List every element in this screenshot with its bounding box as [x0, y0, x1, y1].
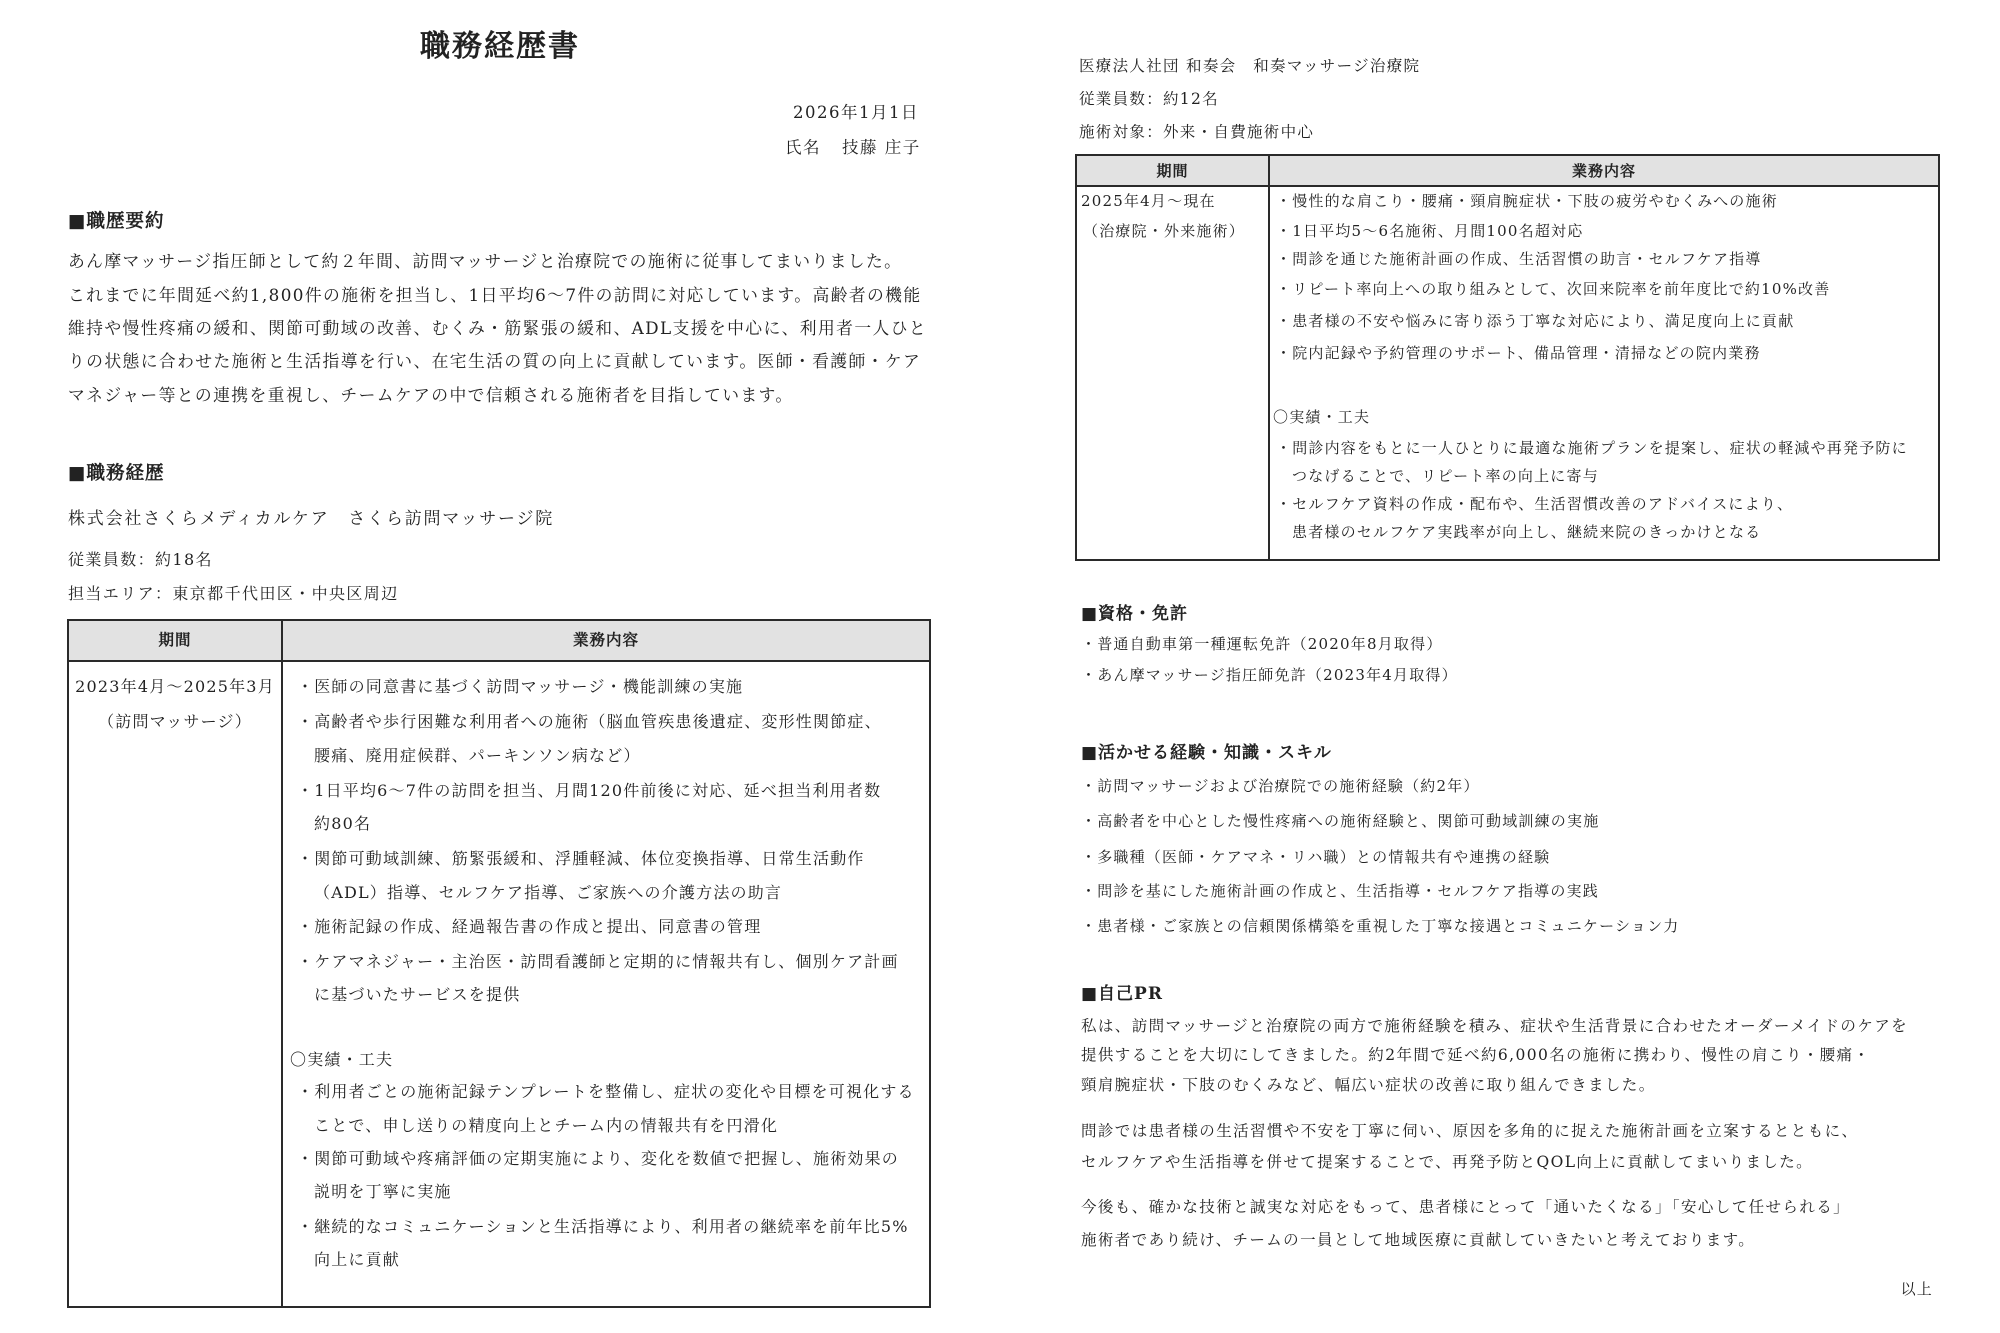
skill-item: ・訪問マッサージおよび治療院での施術経験（約2年） [1081, 777, 1480, 795]
duty-line: ・院内記録や予約管理のサポート、備品管理・清掃などの院内業務 [1276, 344, 1761, 362]
achievement-line: ・問診内容をもとに一人ひとりに最適な施術プランを提案し、症状の軽減や再発予防に [1276, 439, 1908, 457]
section-heading-summary: ■職歴要約 [68, 211, 165, 232]
achievement-line: 患者様のセルフケア実践率が向上し、継続来院のきっかけとなる [1292, 523, 1762, 541]
summary-line: マネジャー等との連携を重視し、チームケアの中で信頼される施術者を目指しています。 [68, 385, 794, 405]
employee-count: 従業員数：約12名 [1079, 90, 1219, 108]
achievement-line: ・セルフケア資料の作成・配布や、生活習慣改善のアドバイスにより、 [1276, 495, 1794, 513]
skill-item: ・高齢者を中心とした慢性疼痛への施術経験と、関節可動域訓練の実施 [1081, 812, 1600, 830]
closing-text: 以上 [1900, 1280, 1933, 1298]
name-label: 氏名 [785, 138, 821, 157]
period-line: （治療院・外来施術） [1083, 222, 1246, 240]
section-heading-history: ■職務経歴 [68, 463, 165, 484]
achievements-heading: 〇実績・工夫 [1273, 408, 1371, 426]
summary-line: 維持や慢性疼痛の緩和、関節可動域の改善、むくみ・筋緊張の緩和、ADL支援を中心に、利用者一人ひと [68, 318, 928, 338]
duty-line: 腰痛、廃用症候群、パーキンソン病など） [314, 746, 641, 765]
pr-line: 今後も、確かな技術と誠実な対応をもって、患者様にとって「通いたくなる」「安心して任せられる」 [1081, 1198, 1851, 1216]
duty-line: ・医師の同意書に基づく訪問マッサージ・機能訓練の実施 [297, 677, 744, 696]
history-table [1075, 154, 1940, 561]
duty-line: ・患者様の不安や悩みに寄り添う丁寧な対応により、満足度向上に貢献 [1276, 312, 1795, 330]
duty-line: ・高齢者や歩行困難な利用者への施術（脳血管疾患後遺症、変形性関節症、 [297, 712, 882, 731]
license-item: ・あん摩マッサージ指圧師免許（2023年4月取得） [1081, 666, 1458, 684]
document-title: 職務経歴書 [420, 29, 580, 64]
summary-line: これまでに年間延べ約1,800件の施術を担当し、1日平均6～7件の訪問に対応しています。高齢者の機能 [68, 285, 922, 305]
summary-line: あん摩マッサージ指圧師として約２年間、訪問マッサージと治療院での施術に従事してまいりました。 [68, 251, 903, 271]
achievement-line: ・継続的なコミュニケーションと生活指導により、利用者の継続率を前年比5% [297, 1217, 909, 1236]
duty-line: ・問診を通じた施術計画の作成、生活習慣の助言・セルフケア指導 [1276, 250, 1762, 268]
period-line: （訪問マッサージ） [98, 712, 252, 731]
name-value: 技藤 庄子 [842, 138, 921, 157]
duty-line: ・1日平均6～7件の訪問を担当、月間120件前後に対応、延べ担当利用者数 [297, 781, 882, 800]
duty-line: ・関節可動域訓練、筋緊張緩和、浮腫軽減、体位変換指導、日常生活動作 [297, 849, 865, 868]
pr-line: セルフケアや生活指導を併せて提案することで、再発予防とQOL向上に貢献してまいりました。 [1081, 1153, 1814, 1171]
duty-line: ・1日平均5～6名施術、月間100名超対応 [1276, 222, 1584, 240]
pr-line: 私は、訪問マッサージと治療院の両方で施術経験を積み、症状や生活背景に合わせたオーダーメイドのケアを [1081, 1017, 1909, 1035]
table-header-period: 期間 [1156, 162, 1189, 180]
pr-line: 提供することを大切にしてきました。約2年間で延べ約6,000名の施術に携わり、慢性の肩こり・腰痛・ [1081, 1046, 1871, 1064]
company-name: 医療法人社団 和奏会 和奏マッサージ治療院 [1079, 57, 1421, 75]
treatment-target: 施術対象：外来・自費施術中心 [1079, 123, 1315, 141]
period-line: 2023年4月～2025年3月 [75, 677, 275, 696]
pr-line: 問診では患者様の生活習慣や不安を丁寧に伺い、原因を多角的に捉えた施術計画を立案するとともに、 [1081, 1122, 1859, 1140]
skill-item: ・患者様・ご家族との信頼関係構築を重視した丁寧な接遇とコミュニケーション力 [1081, 917, 1680, 935]
table-column-divider [1268, 156, 1270, 559]
pr-line: 頸肩腕症状・下肢のむくみなど、幅広い症状の改善に取り組んできました。 [1081, 1076, 1656, 1094]
achievements-heading: 〇実績・工夫 [290, 1050, 394, 1069]
table-column-divider [281, 621, 283, 1306]
period-line: 2025年4月～現在 [1081, 192, 1216, 210]
section-heading-licenses: ■資格・免許 [1081, 604, 1189, 624]
license-item: ・普通自動車第一種運転免許（2020年8月取得） [1081, 635, 1443, 653]
achievement-line: ・利用者ごとの施術記録テンプレートを整備し、症状の変化や目標を可視化する [297, 1082, 915, 1101]
service-area: 担当エリア：東京都千代田区・中央区周辺 [68, 584, 399, 603]
employee-count: 従業員数：約18名 [68, 550, 213, 569]
section-heading-skills: ■活かせる経験・知識・スキル [1081, 743, 1332, 763]
skill-item: ・問診を基にした施術計画の作成と、生活指導・セルフケア指導の実践 [1081, 882, 1599, 900]
section-heading-pr: ■自己PR [1081, 984, 1163, 1004]
skill-item: ・多職種（医師・ケアマネ・リハ職）との情報共有や連携の経験 [1081, 848, 1551, 866]
achievement-line: ことで、申し送りの精度向上とチーム内の情報共有を円滑化 [314, 1116, 779, 1135]
duty-line: （ADL）指導、セルフケア指導、ご家族への介護方法の助言 [314, 883, 783, 902]
table-header-period: 期間 [158, 630, 192, 649]
summary-line: りの状態に合わせた施術と生活指導を行い、在宅生活の質の向上に貢献しています。医師・看護師・ケア [68, 351, 922, 371]
duty-line: ・施術記録の作成、経過報告書の作成と提出、同意書の管理 [297, 917, 762, 936]
document-date: 2026年1月1日 [793, 103, 919, 122]
table-header-content: 業務内容 [1571, 162, 1636, 180]
pr-line: 施術者であり続け、チームの一員として地域医療に貢献していきたいと考えております。 [1081, 1231, 1756, 1249]
duty-line: ・慢性的な肩こり・腰痛・頸肩腕症状・下肢の疲労やむくみへの施術 [1276, 192, 1778, 210]
achievement-line: 説明を丁寧に実施 [314, 1182, 452, 1201]
duty-line: ・リピート率向上への取り組みとして、次回来院率を前年度比で約10%改善 [1276, 280, 1831, 298]
achievement-line: 向上に貢献 [314, 1250, 401, 1269]
achievement-line: ・関節可動域や疼痛評価の定期実施により、変化を数値で把握し、施術効果の [297, 1149, 900, 1168]
table-header-content: 業務内容 [572, 630, 639, 649]
duty-line: ・ケアマネジャー・主治医・訪問看護師と定期的に情報共有し、個別ケア計画 [297, 952, 899, 971]
history-table [67, 619, 931, 1308]
company-name: 株式会社さくらメディカルケア さくら訪問マッサージ院 [68, 509, 555, 529]
achievement-line: つなげることで、リピート率の向上に寄与 [1292, 467, 1599, 485]
duty-line: 約80名 [314, 814, 372, 833]
duty-line: に基づいたサービスを提供 [314, 985, 521, 1004]
